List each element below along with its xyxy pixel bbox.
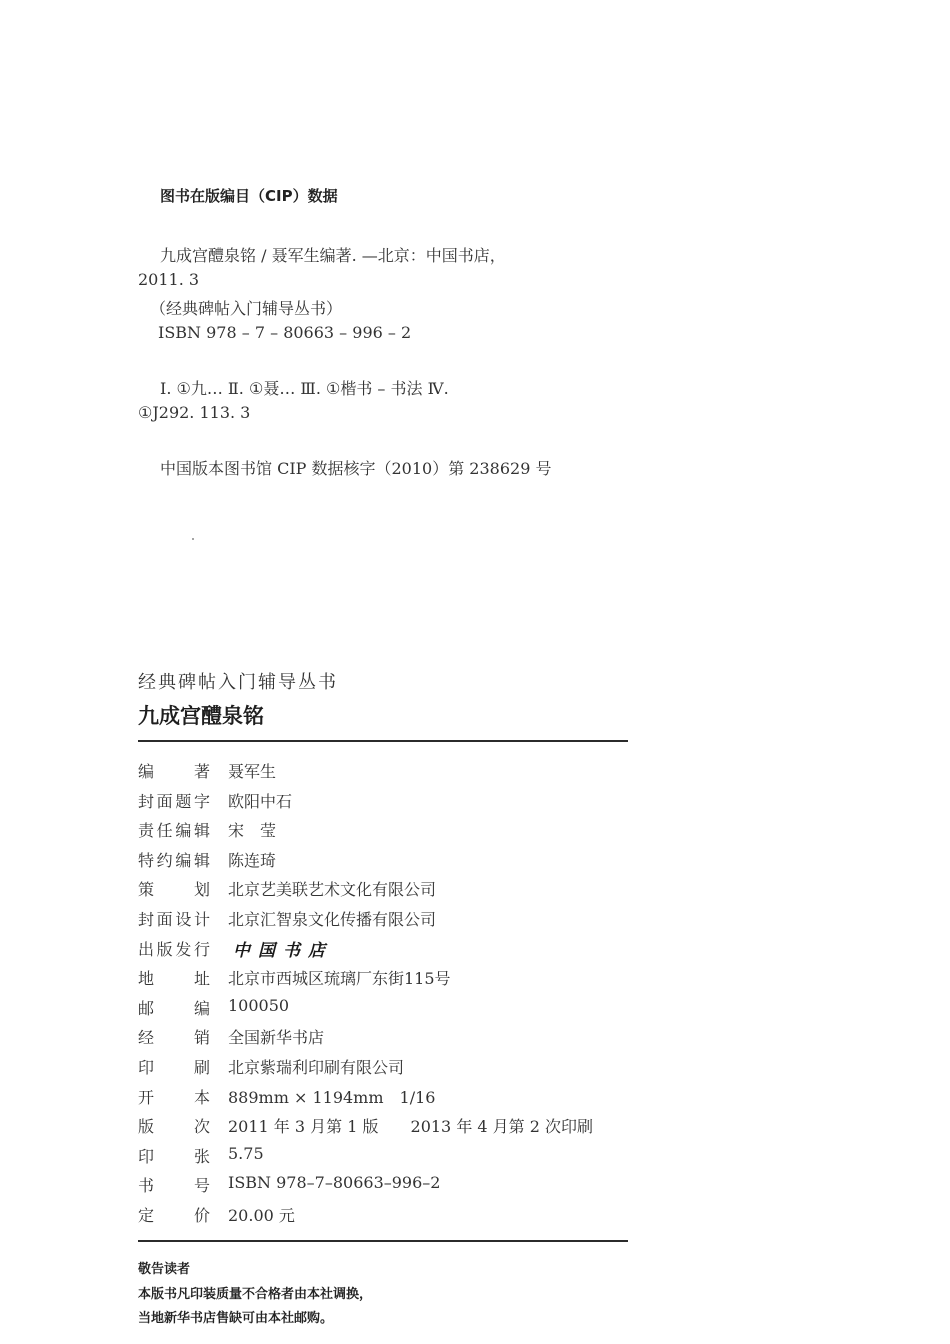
notice-line: 当地新华书店售缺可由本社邮购。 (138, 1311, 334, 1326)
credit-value: 5.75 (228, 1144, 264, 1163)
credit-label-char: 价 (193, 1206, 210, 1225)
credit-label-char: 本 (193, 1088, 210, 1107)
credit-value: 20.00 元 (228, 1206, 295, 1225)
credit-label-char: 行 (193, 940, 210, 959)
publisher-logo: 中国书店 (233, 941, 333, 961)
credit-label (138, 937, 210, 960)
credit-label-char: 封 (138, 792, 155, 811)
credit-value: 北京市西城区琉璃厂东街115号 (228, 969, 451, 988)
credit-label (138, 1085, 210, 1108)
credit-label-char: 销 (193, 1028, 210, 1047)
credit-label (138, 1173, 210, 1196)
credit-label (138, 1144, 210, 1167)
credit-label-char: 计 (193, 910, 210, 929)
credit-label (138, 877, 210, 900)
notice-heading: 敬告读者 (138, 1262, 191, 1277)
cip-line: ①J292. 113. 3 (138, 403, 251, 422)
book-title: 九成宫醴泉铭 (138, 704, 264, 728)
credit-label-char: 书 (138, 1176, 155, 1195)
credit-value: 2011 年 3 月第 1 版 2013 年 4 月第 2 次印刷 (228, 1117, 594, 1136)
notice-line: 本版书凡印装质量不合格者由本社调换， (138, 1287, 373, 1302)
credit-label-char: 地 (138, 969, 155, 988)
series-title: 经典碑帖入门辅导丛书 (138, 672, 338, 693)
credit-label-char: 辑 (193, 851, 210, 870)
credit-label-char: 编 (175, 821, 192, 840)
credit-label-char: 发 (175, 940, 192, 959)
credit-label-char: 约 (156, 851, 173, 870)
credit-label (138, 1055, 210, 1078)
credit-label-char: 印 (138, 1058, 155, 1077)
speck (192, 538, 194, 540)
credit-label-char: 封 (138, 910, 155, 929)
credit-label (138, 907, 210, 930)
credit-value: 北京紫瑞利印刷有限公司 (228, 1058, 405, 1077)
credit-label (138, 848, 210, 871)
credit-label-char: 印 (138, 1147, 155, 1166)
credit-label (138, 966, 210, 989)
credit-value: 欧阳中石 (228, 792, 293, 811)
credit-label-char: 面 (156, 792, 173, 811)
credit-label-char: 任 (156, 821, 173, 840)
cip-line: 九成宫醴泉铭 / 聂军生编著. —北京：中国书店， (160, 246, 506, 265)
credit-label-char: 编 (193, 999, 210, 1018)
credit-label (138, 1025, 210, 1048)
credit-label-char: 版 (138, 1117, 155, 1136)
credit-label-char: 编 (175, 851, 192, 870)
credit-label (138, 818, 210, 841)
bottom-rule (138, 1240, 628, 1242)
credit-label (138, 1203, 210, 1226)
credit-label-char: 特 (138, 851, 155, 870)
credit-label-char: 设 (175, 910, 192, 929)
cip-line: ISBN 978 – 7 – 80663 – 996 – 2 (158, 323, 412, 342)
credit-label (138, 759, 210, 782)
credit-label (138, 789, 210, 812)
credit-value: 陈连琦 (228, 851, 277, 870)
credit-label-char: 次 (193, 1117, 210, 1136)
credit-label-char: 著 (193, 762, 210, 781)
cip-line: （经典碑帖入门辅导丛书） (150, 299, 343, 318)
top-rule (138, 740, 628, 742)
credit-label-char: 出 (138, 940, 155, 959)
credit-value: 宋 莹 (228, 821, 277, 840)
credit-value: 聂军生 (228, 762, 277, 781)
credit-value: ISBN 978–7–80663–996–2 (228, 1173, 441, 1192)
credit-value: 北京艺美联艺术文化有限公司 (228, 880, 437, 899)
cip-line: Ⅰ. ①九… Ⅱ. ①聂… Ⅲ. ①楷书 – 书法 Ⅳ. (160, 379, 449, 398)
credit-label-char: 定 (138, 1206, 155, 1225)
credit-label-char: 编 (138, 762, 155, 781)
credit-label-char: 划 (193, 880, 210, 899)
credit-label (138, 1114, 210, 1137)
cip-heading: 图书在版编目（CIP）数据 (160, 187, 338, 205)
credit-label-char: 责 (138, 821, 155, 840)
credit-value: 100050 (228, 996, 290, 1015)
credit-label-char: 面 (156, 910, 173, 929)
credit-label-char: 策 (138, 880, 155, 899)
credit-label-char: 址 (193, 969, 210, 988)
credit-label-char: 开 (138, 1088, 155, 1107)
cip-line: 2011. 3 (138, 270, 200, 289)
credit-label-char: 经 (138, 1028, 155, 1047)
credit-label-char: 字 (193, 792, 210, 811)
credit-label-char: 辑 (193, 821, 210, 840)
credit-label-char: 邮 (138, 999, 155, 1018)
credit-value: 北京汇智泉文化传播有限公司 (228, 910, 437, 929)
credit-label (138, 996, 210, 1019)
credit-value: 全国新华书店 (228, 1028, 325, 1047)
credit-value: 889mm × 1194mm 1/16 (228, 1088, 436, 1107)
credit-label-char: 号 (193, 1176, 210, 1195)
cip-line: 中国版本图书馆 CIP 数据核字（2010）第 238629 号 (160, 459, 552, 478)
credit-label-char: 题 (175, 792, 192, 811)
credit-label-char: 刷 (193, 1058, 210, 1077)
credit-label-char: 版 (156, 940, 173, 959)
credit-label-char: 张 (193, 1147, 210, 1166)
